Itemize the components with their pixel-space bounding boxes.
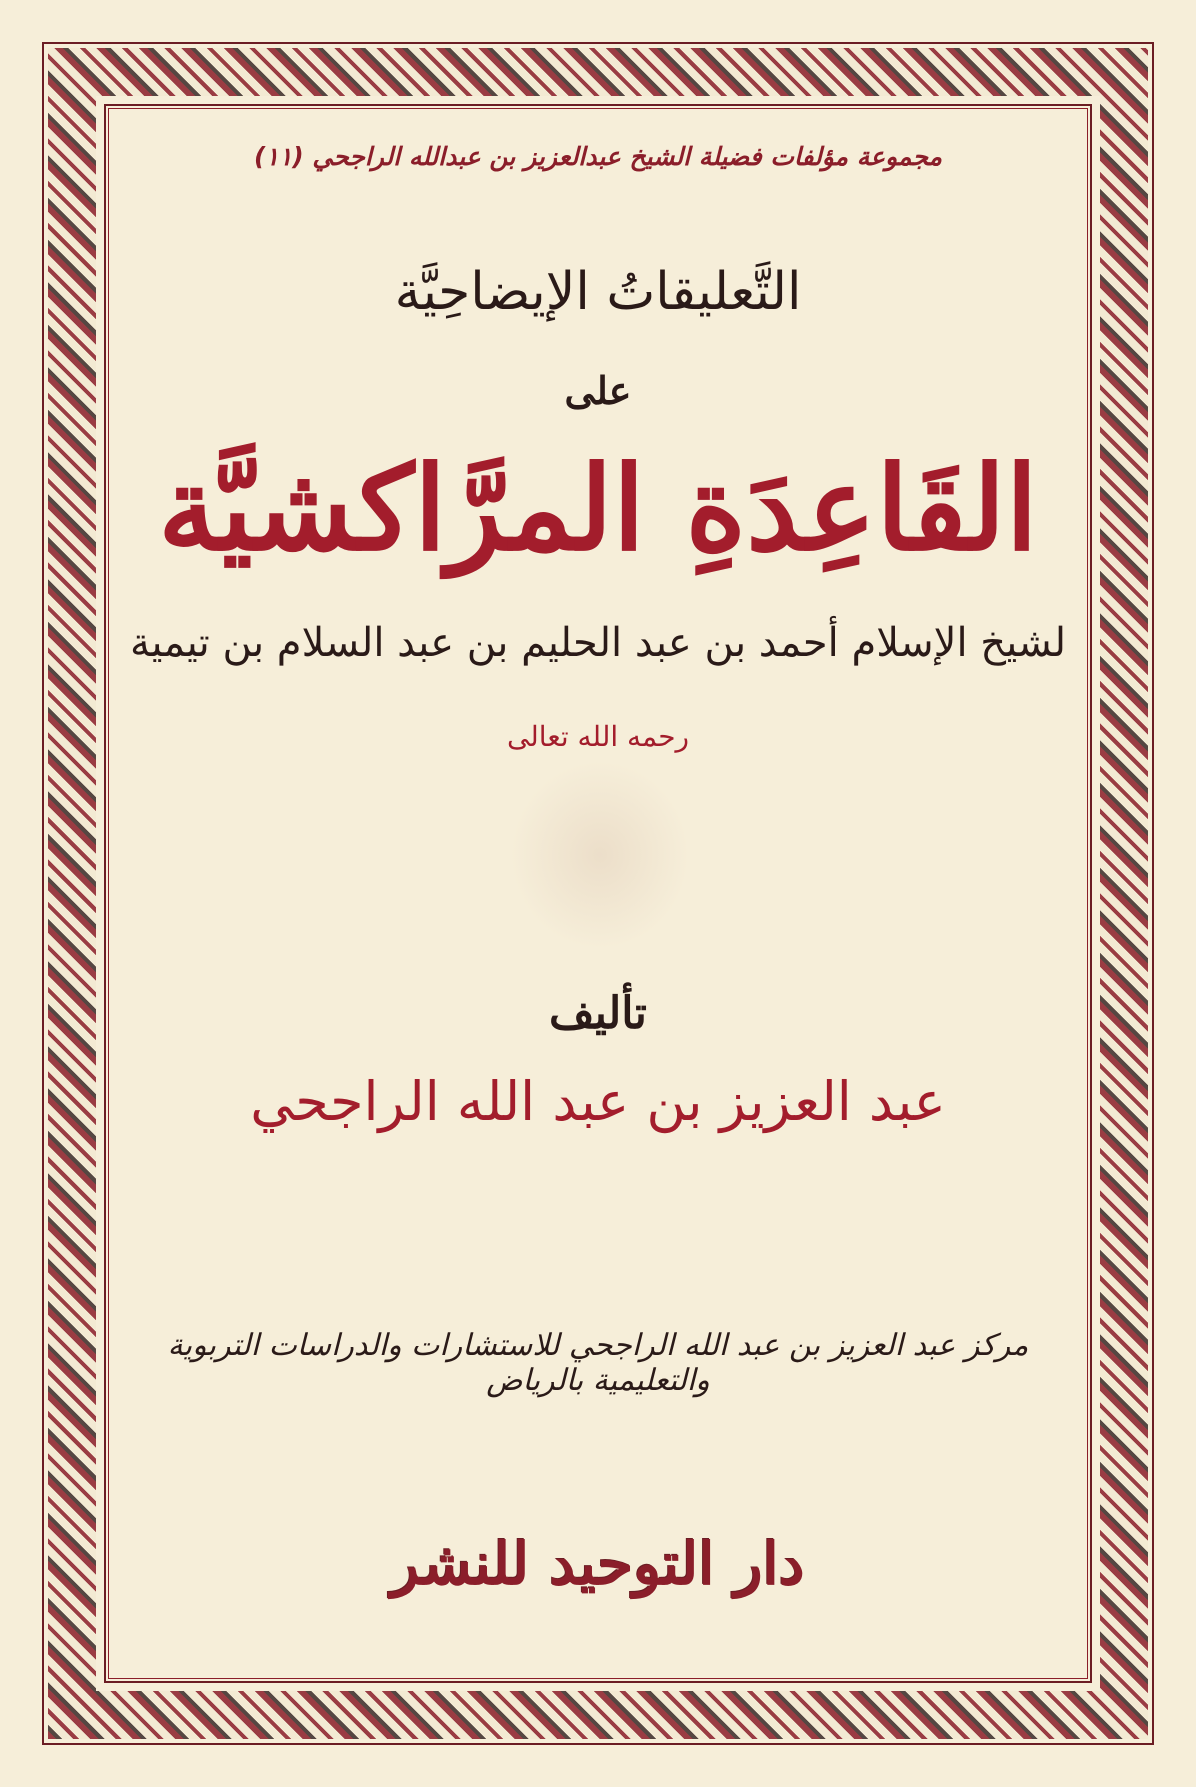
cover-content <box>110 110 1086 1677</box>
book-title: القَاعِدَةِ المرَّاكشيَّة <box>158 441 1038 577</box>
publisher-name: دار التوحيد للنشر <box>391 1530 805 1598</box>
preposition-ala: على <box>564 368 632 413</box>
center-name: مركز عبد العزيز بن عبد الله الراجحي للاستشارات والدراسات التربوية والتعليمية بالرياض <box>167 1328 1029 1398</box>
publisher-block <box>110 1530 1086 1598</box>
watermark-seal <box>510 760 690 950</box>
authored-by-label: تأليف <box>549 988 647 1039</box>
series-title: مجموعة مؤلفات فضيلة الشيخ عبدالعزيز بن عبدالله الراجحي (١١) <box>254 142 942 171</box>
book-subtitle: التَّعليقاتُ الإيضاحِيَّة <box>394 262 802 322</box>
honorific: رحمه الله تعالى <box>506 720 690 753</box>
original-author-line: لشيخ الإسلام أحمد بن عبد الحليم بن عبد السلام بن تيمية <box>129 620 1067 666</box>
author-name: عبد العزيز بن عبد الله الراجحي <box>250 1070 946 1133</box>
